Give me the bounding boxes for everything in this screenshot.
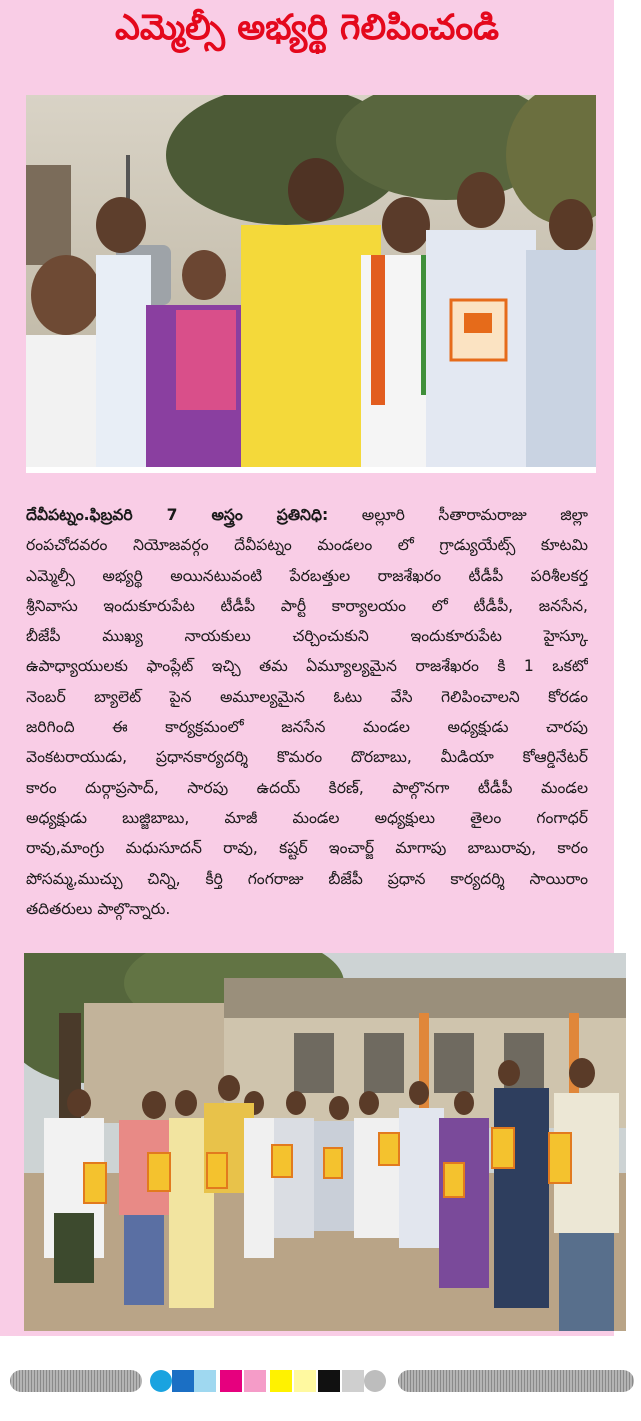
- registration-swatch: [172, 1370, 194, 1392]
- registration-swatch: [244, 1370, 266, 1392]
- registration-swatch: [318, 1370, 340, 1392]
- article-line: ఉపాధ్యాయులకు ఫాంప్లేట్ ఇచ్చి తమ ఏమ్యూల్యమైన రాజశేఖరం కి 1 ఒకటో: [26, 657, 588, 676]
- article-body: [26, 500, 588, 924]
- article-line-last: తదితరులు పాల్గొన్నారు.: [26, 899, 171, 918]
- registration-swatch: [270, 1370, 292, 1392]
- registration-grey-bar: [398, 1370, 634, 1392]
- registration-swatch: [150, 1370, 172, 1392]
- article-line: శ్రీనివాసు ఇందుకూరుపేట టీడీపీ పార్టీ కార్యాలయం లో టీడీపీ, జనసేన,: [26, 596, 588, 615]
- registration-swatch: [342, 1370, 364, 1392]
- registration-swatch: [364, 1370, 386, 1392]
- article-line: రావు,మాంగ్రు మధుసూదన్ రావు, కష్టర్ ఇంచార్జ్ మాగాపు బాబురావు, కారం: [26, 839, 588, 858]
- article-line: నెంబర్ బ్యాలెట్ పైన అమూల్యమైన ఓటు వేసి గెలిపించాలని కోరడం: [26, 687, 588, 706]
- article-line: జరిగింది ఈ కార్యక్రమంలో జనసేన మండల అధ్యక్షుడు చారపు: [26, 718, 588, 737]
- article-line: అధ్యక్షుడు బుజ్జిబాబు, మాజీ మండల అధ్యక్షులు తైలం గంగాధర్: [26, 808, 588, 827]
- article-line: వెంకటరాయుడు, ప్రధానకార్యదర్శి కొమరం దొరబాబు, మీడియా కోఆర్డినేటర్: [26, 748, 588, 767]
- registration-colorbar: [0, 1366, 641, 1396]
- registration-grey-bar: [10, 1370, 142, 1392]
- article-dateline: దేవీపట్నం.ఫిబ్రవరి 7 అస్త్రం ప్రతినిధి:: [26, 506, 329, 524]
- article-line-1: [26, 500, 588, 530]
- bottom-photo: [24, 953, 626, 1331]
- top-photo: [26, 95, 596, 473]
- article-line: బీజేపీ ముఖ్య నాయకులు చర్చించుకుని ఇందుకూరుపేట హైస్కూ: [26, 627, 588, 646]
- registration-swatch: [294, 1370, 316, 1392]
- registration-swatch: [194, 1370, 216, 1392]
- article-line-1-text: అల్లూరి సీతారామరాజు జిల్లా: [328, 506, 588, 524]
- article-line: ఎమ్మెల్సీ అభ్యర్థి అయినటువంటి పేరబత్తుల రాజశేఖరం టీడీపీ పరిశీలకర్త: [26, 566, 588, 585]
- headline: ఎమ్మెల్సీ అభ్యర్థి గెలిపించండి: [115, 8, 499, 48]
- article-line: కారం దుర్గాప్రసాద్, సారపు ఉదయ్ కిరణ్, పాల్గొనగా టీడీపీ మండల: [26, 778, 588, 797]
- article-line: రంపచోదవరం నియోజవర్గం దేవీపట్నం మండలం లో గ్రాడ్యుయేట్స్ కూటమి: [26, 536, 588, 555]
- article-line: పోసమ్మ,ముచ్చు చిన్ని, కీర్తి గంగరాజు బీజేపీ ప్రధాన కార్యదర్శి సాయిరాం: [26, 869, 588, 888]
- registration-swatch: [220, 1370, 242, 1392]
